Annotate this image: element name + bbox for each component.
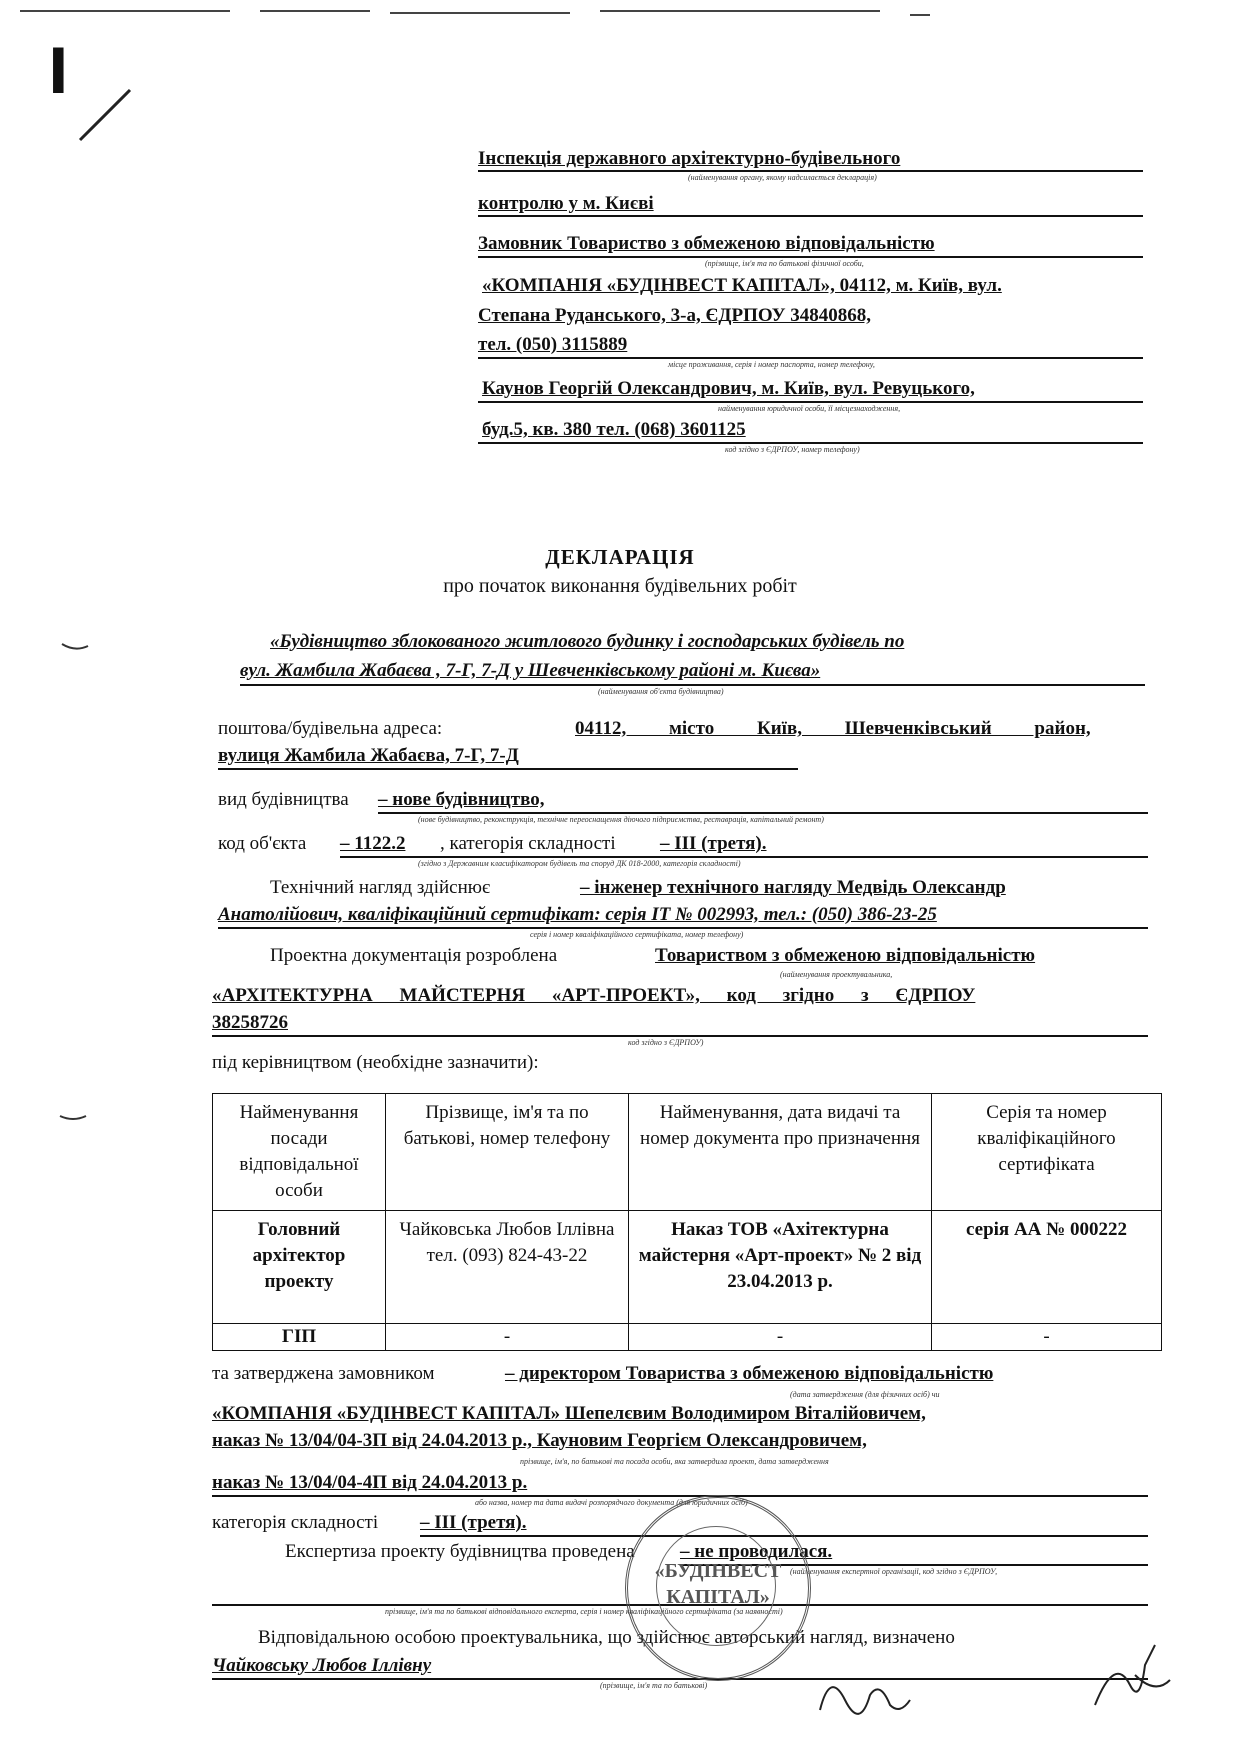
signature bbox=[810, 1660, 920, 1730]
table-cell: ГІП bbox=[213, 1324, 386, 1351]
caption: (найменування експертної організації, код згідно з ЄДРПОУ, bbox=[790, 1567, 998, 1576]
caption: (прізвище, ім'я та по батькові) bbox=[600, 1681, 708, 1690]
table-cell: - bbox=[932, 1324, 1162, 1351]
table-cell: Наказ ТОВ «Ахітектурна майстерня «Арт-проект» № 2 від 23.04.2013 р. bbox=[629, 1211, 932, 1324]
design-value-2: «АРХІТЕКТУРНА МАЙСТЕРНЯ «АРТ-ПРОЕКТ», код згідно з ЄДРПОУ bbox=[212, 985, 976, 1006]
author-value: Чайковську Любов Іллівну bbox=[212, 1655, 432, 1676]
scan-artifact bbox=[20, 10, 230, 12]
fold-mark bbox=[58, 1112, 88, 1122]
caption: або назва, номер та дата видачі розпорядчого документа (для юридичних осіб) bbox=[475, 1498, 748, 1507]
object-code-mid: , категорія складності bbox=[440, 833, 616, 854]
author-line: Відповідальною особою проектувальника, що здійснює авторський нагляд, визначено bbox=[258, 1627, 955, 1648]
expertise-value: – не проводилася. bbox=[680, 1541, 833, 1562]
customer-line-6: буд.5, кв. 380 тел. (068) 3601125 bbox=[482, 419, 746, 440]
caption: прізвище, ім'я та по батькові відповідального експерта, серія і номер кваліфікаційного сертифіката (за наявності) bbox=[385, 1607, 783, 1616]
table-header: Найменування, дата видачі та номер документа про призначення bbox=[629, 1094, 932, 1211]
rule bbox=[478, 215, 1143, 217]
customer-line-2: «КОМПАНІЯ «БУДІНВЕСТ КАПІТАЛ», 04112, м. Київ, вул. bbox=[482, 275, 1002, 296]
table-header: Найменування посади відповідальної особи bbox=[213, 1094, 386, 1211]
category-value: – III (третя). bbox=[660, 833, 767, 854]
declaration-title: ДЕКЛАРАЦІЯ bbox=[545, 545, 695, 569]
fold-mark bbox=[60, 642, 90, 652]
scan-artifact bbox=[600, 10, 880, 12]
category-label: категорія складності bbox=[212, 1512, 379, 1533]
caption: місце проживання, серія і номер паспорта, номер телефону, bbox=[668, 360, 875, 369]
rule bbox=[478, 442, 1143, 444]
supervision-value-2: Анатолійович, кваліфікаційний сертифікат: серія ІТ № 002993, тел.: (050) 386-23-25 bbox=[218, 904, 937, 925]
rule bbox=[240, 684, 1145, 686]
address-value-2: вулиця Жамбила Жабаєва, 7-Г, 7-Д bbox=[218, 745, 519, 766]
scan-artifact bbox=[390, 12, 570, 14]
table-cell: Чайковська Любов Іллівна тел. (093) 824-43-22 bbox=[386, 1211, 629, 1324]
approval-value-2: «КОМПАНІЯ «БУДІНВЕСТ КАПІТАЛ» Шепелєвим Володимиром Віталійовичем, bbox=[212, 1403, 926, 1424]
table-header-row bbox=[213, 1094, 1162, 1211]
object-line-2: вул. Жамбила Жабаєва , 7-Г, 7-Д у Шевченківському районі м. Києва» bbox=[240, 660, 821, 681]
margin-mark: l bbox=[48, 38, 69, 108]
table-row bbox=[213, 1211, 1162, 1324]
caption: (найменування проектувальника, bbox=[780, 970, 893, 979]
design-label: Проектна документація розроблена bbox=[270, 945, 558, 966]
stamp-text: КАПІТАЛ» bbox=[666, 1586, 770, 1608]
table-cell: серія АА № 000222 bbox=[932, 1211, 1162, 1324]
object-line-1: «Будівництво зблокованого житлового будинку і господарських будівель по bbox=[270, 631, 905, 652]
caption: (прізвище, ім'я та по батькові фізичної особи, bbox=[705, 259, 864, 268]
leadership-label: під керівництвом (необхідне зазначити): bbox=[212, 1052, 539, 1073]
stamp-text: «БУДІНВЕСТ bbox=[654, 1560, 782, 1582]
caption: код згідно з ЄДРПОУ) bbox=[628, 1038, 704, 1047]
caption: серія і номер кваліфікаційного сертифіката, номер телефону) bbox=[530, 930, 744, 939]
rule bbox=[478, 256, 1143, 258]
scan-artifact bbox=[910, 14, 930, 16]
supervision-value-1: – інженер технічного нагляду Медвідь Олександр bbox=[580, 877, 1006, 898]
object-code-label: код об'єкта bbox=[218, 833, 307, 854]
caption: (нове будівництво, реконструкція, технічне переоснащення діючого підприємства, реставрація, капітальний ремонт) bbox=[418, 815, 824, 824]
object-code-value: – 1122.2 bbox=[340, 833, 406, 854]
approval-value-4: наказ № 13/04/04-4П від 24.04.2013 р. bbox=[212, 1472, 528, 1493]
caption: прізвище, ім'я, по батькові та посада особи, яка затвердила проект, дата затвердження bbox=[520, 1457, 829, 1466]
table-header: Прізвище, ім'я та по батькові, номер телефону bbox=[386, 1094, 629, 1211]
table-cell: - bbox=[386, 1324, 629, 1351]
address-value-1: 04112, місто Київ, Шевченківський район, bbox=[575, 718, 1091, 739]
table-cell: - bbox=[629, 1324, 932, 1351]
rule bbox=[478, 170, 1143, 172]
declaration-subtitle: про початок виконання будівельних робіт bbox=[443, 575, 797, 597]
supervision-label: Технічний нагляд здійснює bbox=[270, 877, 491, 898]
caption: код згідно з ЄДРПОУ, номер телефону) bbox=[725, 445, 860, 454]
signature bbox=[1085, 1635, 1175, 1725]
company-stamp bbox=[625, 1495, 811, 1681]
rule bbox=[478, 357, 1143, 359]
scan-artifact bbox=[260, 10, 370, 12]
category-value-2: – III (третя). bbox=[420, 1512, 527, 1533]
rule bbox=[212, 1678, 1148, 1680]
approval-value-1: – директором Товариства з обмеженою відповідальністю bbox=[505, 1363, 994, 1384]
customer-line-5: Каунов Георгій Олександрович, м. Київ, вул. Ревуцького, bbox=[482, 378, 975, 399]
caption: (найменування органу, якому надсилається декларація) bbox=[688, 173, 877, 182]
approval-value-3: наказ № 13/04/04-3П від 24.04.2013 р., Кауновим Георгієм Олександровичем, bbox=[212, 1430, 867, 1451]
customer-line-4: тел. (050) 3115889 bbox=[478, 334, 628, 355]
caption: найменування юридичної особи, її місцезнаходження, bbox=[718, 404, 901, 413]
rule bbox=[478, 401, 1143, 403]
expertise-label: Експертиза проекту будівництва проведена bbox=[285, 1541, 635, 1562]
construction-type-label: вид будівництва bbox=[218, 789, 349, 810]
addressee-line-1: Інспекція державного архітектурно-будівельного bbox=[478, 148, 901, 169]
table-header: Серія та номер кваліфікаційного сертифіката bbox=[932, 1094, 1162, 1211]
addressee-line-2: контролю у м. Києві bbox=[478, 193, 654, 214]
responsible-persons-table bbox=[212, 1093, 1162, 1351]
table-row bbox=[213, 1324, 1162, 1351]
address-label: поштова/будівельна адреса: bbox=[218, 718, 443, 739]
customer-line-3: Степана Руданського, 3-а, ЄДРПОУ 34840868, bbox=[478, 305, 872, 326]
design-value-3: 38258726 bbox=[212, 1012, 288, 1033]
design-value-1: Товариством з обмеженою відповідальністю bbox=[655, 945, 1036, 966]
rule bbox=[218, 927, 1148, 929]
rule bbox=[212, 1495, 1148, 1497]
caption: (дата затвердження (для фізичних осіб) чи bbox=[790, 1390, 940, 1399]
pen-stroke bbox=[70, 80, 140, 150]
caption: (згідно з Державним класифікатором будівель та споруд ДК 018-2000, категорія складності) bbox=[418, 859, 741, 868]
rule bbox=[340, 856, 1148, 858]
rule bbox=[212, 1035, 1148, 1037]
construction-type-value: – нове будівництво, bbox=[378, 789, 545, 810]
caption: (найменування об'єкта будівництва) bbox=[598, 687, 724, 696]
rule bbox=[378, 812, 1148, 814]
rule bbox=[218, 768, 798, 770]
table-cell: Головний архітектор проекту bbox=[213, 1211, 386, 1324]
approval-label: та затверджена замовником bbox=[212, 1363, 435, 1384]
customer-line-1: Замовник Товариство з обмеженою відповідальністю bbox=[478, 233, 935, 254]
